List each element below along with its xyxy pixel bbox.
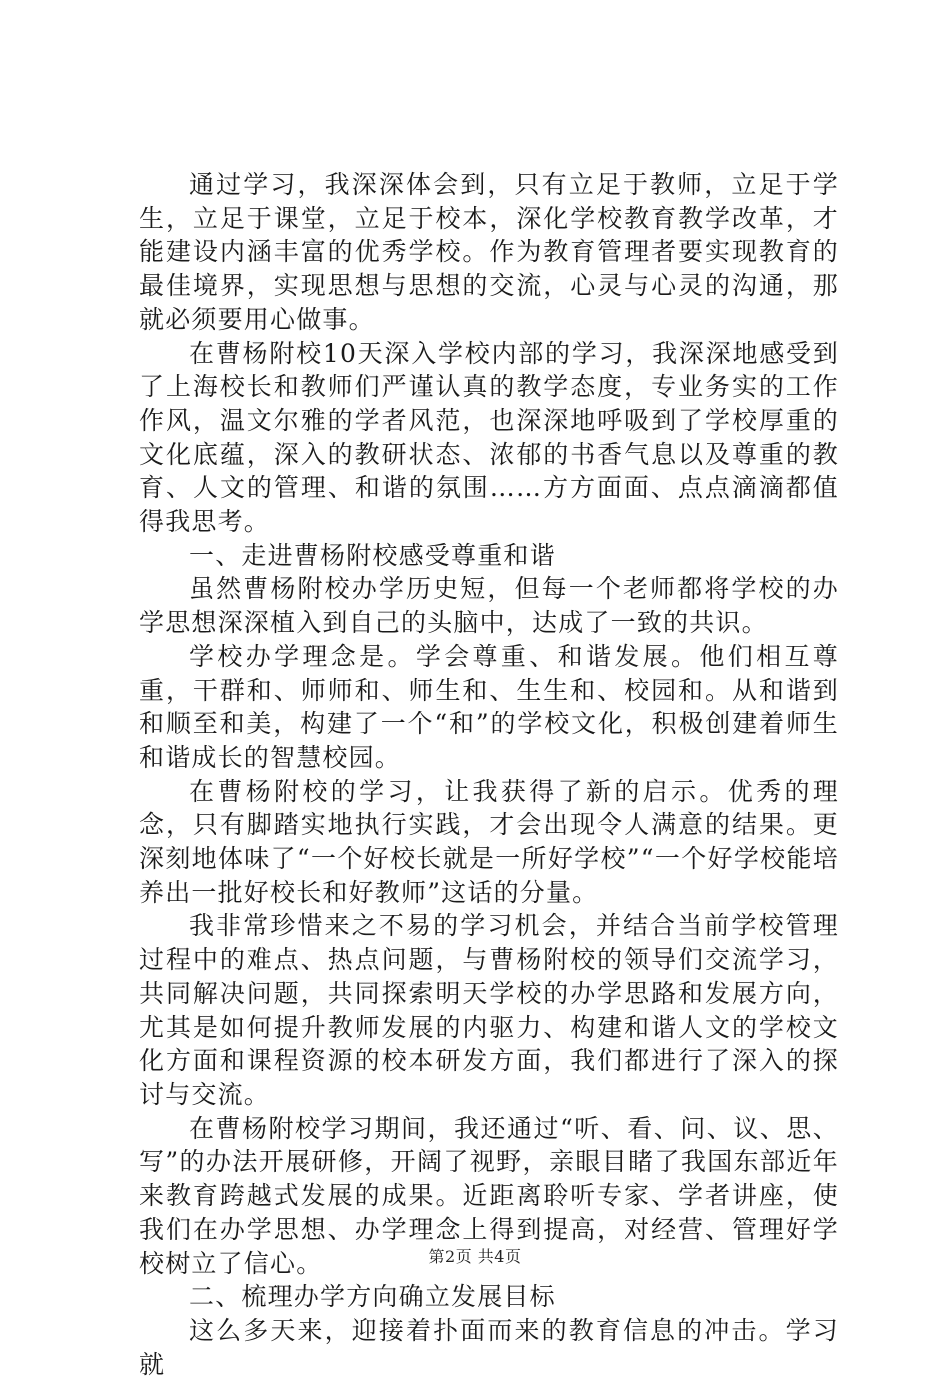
paragraph-6: 我非常珍惜来之不易的学习机会，并结合当前学校管理过程中的难点、热点问题，与曹杨附校的领导们交流学习，共同解决问题，共同探索明天学校的办学思路和发展方向，尤其是如何提升教师发展的内驱力、构建和谐人文的学校文化方面和课程资源的校本研发方面，我们都进行了深入的探讨与交流。	[139, 911, 839, 1109]
paragraph-2: 在曹杨附校10天深入学校内部的学习，我深深地感受到了上海校长和教师们严谨认真的教学态度，专业务实的工作作风，温文尔雅的学者风范，也深深地呼吸到了学校厚重的文化底蕴，深入的教研状态、浓郁的书香气息以及尊重的教育、人文的管理、和谐的氛围……方方面面、点点滴滴都值得我思考。	[139, 338, 839, 537]
section-heading-2: 二、梳理办学方向确立发展目标	[189, 1282, 556, 1312]
paragraph-8: 这么多天来，迎接着扑面而来的教育信息的冲击。学习就	[139, 1315, 839, 1379]
paragraph-4: 学校办学理念是。学会尊重、和谐发展。他们相互尊重，干群和、师师和、师生和、生生和、校园和。从和谐到和顺至和美，构建了一个“和”的学校文化，积极创建着师生和谐成长的智慧校园。	[139, 641, 839, 772]
paragraph-7: 在曹杨附校学习期间，我还通过“听、看、问、议、思、写”的办法开展研修，开阔了视野，亲眼目睹了我国东部近年来教育跨越式发展的成果。近距离聆听专家、学者讲座，使我们在办学思想、办学理念上得到提高，对经营、管理好学校树立了信心。	[139, 1113, 839, 1278]
paragraph-5: 在曹杨附校的学习，让我获得了新的启示。优秀的理念，只有脚踏实地执行实践，才会出现令人满意的结果。更深刻地体味了“一个好校长就是一所好学校”“一个好学校能培养出一批好校长和好教师”这话的分量。	[139, 776, 839, 907]
page-footer: 第2页 共4页	[428, 1247, 522, 1266]
section-heading-1: 一、走进曹杨附校感受尊重和谐	[189, 540, 556, 570]
paragraph-3: 虽然曹杨附校办学历史短，但每一个老师都将学校的办学思想深深植入到自己的头脑中，达成了一致的共识。	[139, 574, 839, 638]
document-body	[139, 168, 839, 1381]
paragraph-1: 通过学习，我深深体会到，只有立足于教师，立足于学生，立足于课堂，立足于校本，深化学校教育教学改革，才能建设内涵丰富的优秀学校。作为教育管理者要实现教育的最佳境界，实现思想与思想的交流，心灵与心灵的沟通，那就必须要用心做事。	[139, 170, 839, 334]
